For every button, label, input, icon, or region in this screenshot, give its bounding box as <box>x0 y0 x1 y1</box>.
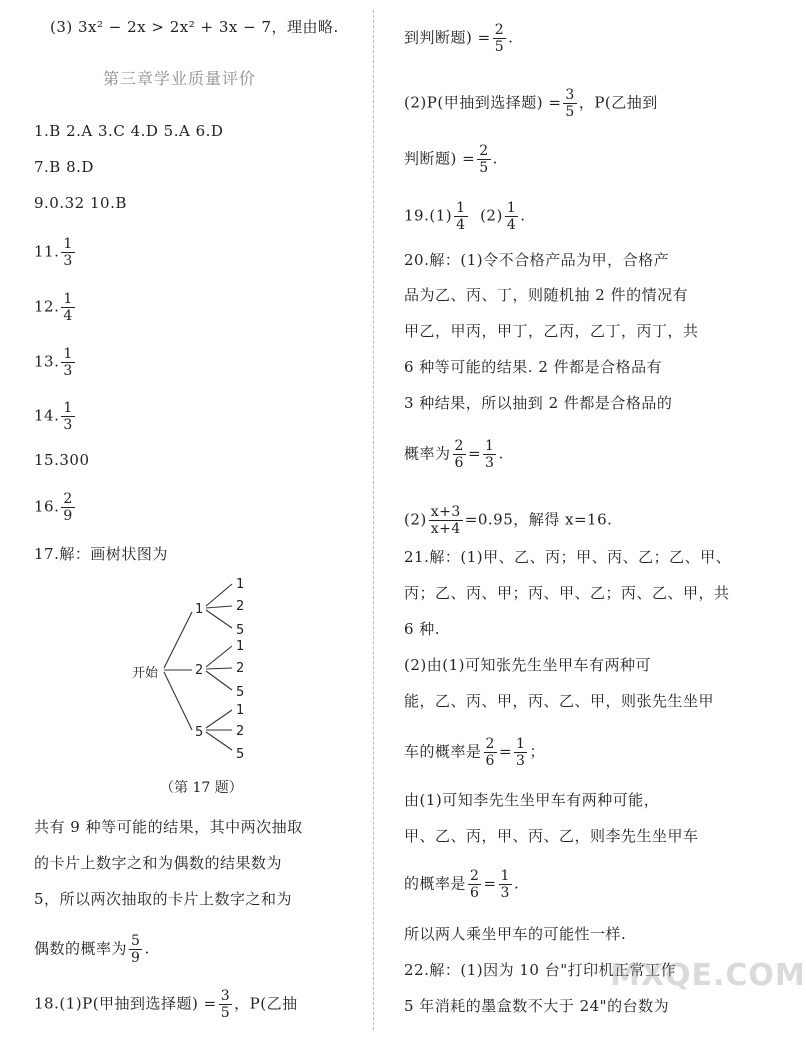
paragraph-line: 所以两人乘坐甲车的可能性一样. <box>404 925 627 943</box>
paragraph-line: (2)P(甲抽到选择题) = $\frac{3}{5}$ ，P(乙抽到 <box>404 87 658 120</box>
fraction: $\frac{1}{4}$ <box>506 200 517 233</box>
answer-12: 12. $\frac{1}{4}$ <box>34 291 73 324</box>
tree-root: 开始 <box>132 666 159 681</box>
fraction: $\frac{1}{4}$ <box>63 291 73 324</box>
fraction: $\frac{2}{6}$ <box>485 736 495 769</box>
paragraph-line: 5，所以两次抽取的卡片上数字之和为 <box>34 890 293 908</box>
tree-node-l2: 5 <box>236 747 245 762</box>
paragraph-line: 22.解：(1)因为 10 台"打印机正常工作 <box>404 961 677 979</box>
fraction: $\frac{2}{5}$ <box>494 22 505 55</box>
fraction: $\frac{1}{3}$ <box>63 346 73 379</box>
answer-18: 18.(1)P(甲抽到选择题) = $\frac{3}{5}$ ，P(乙抽 <box>34 988 298 1021</box>
tree-node-l2: 1 <box>236 703 245 718</box>
fraction: $\frac{1}{3}$ <box>500 868 510 901</box>
fraction: $\frac{1}{3}$ <box>63 236 73 269</box>
tree-node-l1: 5 <box>195 725 204 740</box>
answer-line: (3) 3x² − 2x > 2x² + 3x − 7，理由略. <box>50 18 339 36</box>
fraction: $\frac{3}{5}$ <box>220 988 231 1021</box>
paragraph-line: 5 年消耗的墨盒数不大于 24"的台数为 <box>404 997 670 1015</box>
paragraph-line: 6 种. <box>404 620 441 638</box>
paragraph-line: 共有 9 种等可能的结果，其中两次抽取 <box>34 818 303 836</box>
paragraph-line: 偶数的概率为 $\frac{5}{9}$ . <box>34 933 150 966</box>
answer-line: 9.0.32 10.B <box>34 194 127 212</box>
fraction: $\frac{1}{3}$ <box>63 400 73 433</box>
answer-16: 16. $\frac{2}{9}$ <box>34 491 73 524</box>
tree-node-l2: 2 <box>236 724 245 739</box>
paragraph-line: (2) $\frac{x+3}{x+4}$ =0.95，解得 x=16. <box>404 504 613 537</box>
tree-node-l2: 1 <box>236 577 245 592</box>
paragraph-line: 甲乙，甲丙，甲丁，乙丙，乙丁，丙丁，共 <box>404 322 699 340</box>
fraction: $\frac{1}{3}$ <box>516 736 526 769</box>
paragraph-line: 到判断题) = $\frac{2}{5}$ . <box>404 22 514 55</box>
paragraph-line: 由(1)可知李先生坐甲车有两种可能， <box>404 791 660 809</box>
paragraph-line: 品为乙、丙、丁，则随机抽 2 件的情况有 <box>404 286 689 304</box>
tree-node-l1: 1 <box>195 602 204 617</box>
paragraph-line: 车的概率是 $\frac{2}{6}$ = $\frac{1}{3}$ ； <box>404 736 545 769</box>
answer-17: 17.解：画树状图为 <box>34 545 168 563</box>
paragraph-line: 6 种等可能的结果. 2 件都是合格品有 <box>404 358 663 376</box>
tree-node-l2: 2 <box>236 661 245 676</box>
section-heading: 第三章学业质量评价 <box>103 69 257 88</box>
tree-node-l2: 5 <box>236 685 245 700</box>
fraction: $\frac{2}{6}$ <box>470 868 480 901</box>
answer-14: 14. $\frac{1}{3}$ <box>34 400 73 433</box>
answer-13: 13. $\frac{1}{3}$ <box>34 346 73 379</box>
fraction: $\frac{2}{9}$ <box>63 491 73 524</box>
paragraph-line: (2)由(1)可知张先生坐甲车有两种可 <box>404 656 651 674</box>
column-divider <box>373 10 374 1030</box>
fraction: $\frac{2}{5}$ <box>479 143 489 176</box>
fraction: $\frac{2}{6}$ <box>454 438 464 471</box>
fraction: $\frac{1}{4}$ <box>456 200 466 233</box>
paragraph-line: 能，乙、丙、甲，丙、乙、甲，则张先生坐甲 <box>404 692 715 710</box>
answer-19: 19.(1) $\frac{1}{4}$ (2) $\frac{1}{4}$ . <box>404 200 526 233</box>
paragraph-line: 丙；乙、丙、甲；丙、甲、乙；丙、乙、甲，共 <box>404 584 730 602</box>
paragraph-line: 的概率是 $\frac{2}{6}$ = $\frac{1}{3}$ . <box>404 868 520 901</box>
answer-line: 7.B 8.D <box>34 158 94 176</box>
paragraph-line: 判断题) = $\frac{2}{5}$ . <box>404 143 498 176</box>
paragraph-line: 3 种结果，所以抽到 2 件都是合格品的 <box>404 394 673 412</box>
tree-node-l1: 2 <box>195 663 204 678</box>
tree-node-l2: 5 <box>236 623 245 638</box>
fraction: $\frac{x+3}{x+4}$ <box>430 504 461 537</box>
tree-node-l2: 2 <box>236 599 245 614</box>
paragraph-line: 概率为 $\frac{2}{6}$ = $\frac{1}{3}$ . <box>404 438 504 471</box>
tree-diagram <box>120 570 260 770</box>
paragraph-line: 甲、乙、丙，甲、丙、乙，则李先生坐甲车 <box>404 827 699 845</box>
paragraph-line: 20.解：(1)令不合格产品为甲，合格产 <box>404 251 670 269</box>
answer-line: 1.B 2.A 3.C 4.D 5.A 6.D <box>34 122 224 140</box>
answer-15: 15.300 <box>34 451 90 469</box>
figure-caption: （第 17 题） <box>160 780 243 796</box>
fraction: $\frac{5}{9}$ <box>131 933 141 966</box>
tree-node-l2: 1 <box>236 639 245 654</box>
paragraph-line: 的卡片上数字之和为偶数的结果数为 <box>34 854 283 872</box>
watermark: MXQE.COM <box>610 958 806 993</box>
answer-11: 11. $\frac{1}{3}$ <box>34 236 73 269</box>
fraction: $\frac{3}{5}$ <box>565 87 575 120</box>
paragraph-line: 21.解：(1)甲、乙、丙；甲、丙、乙；乙、甲、 <box>404 548 732 566</box>
fraction: $\frac{1}{3}$ <box>485 438 495 471</box>
